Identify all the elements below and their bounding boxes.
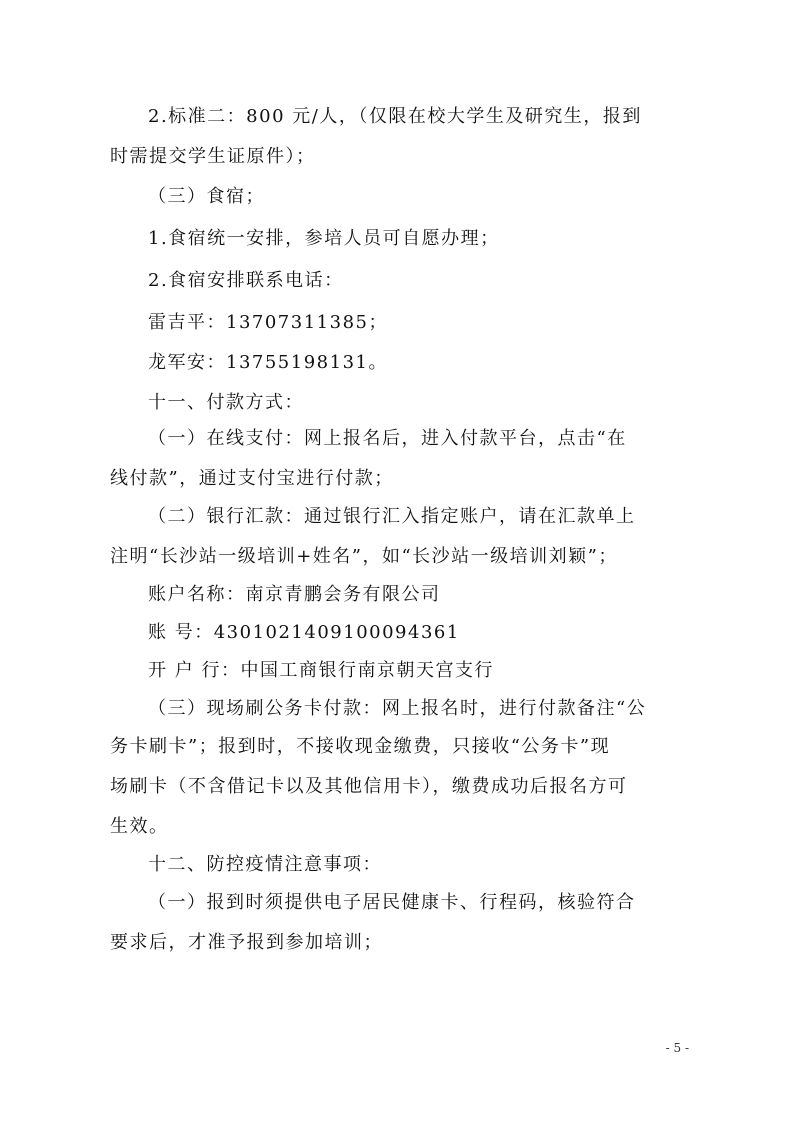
text-line: 生效。 <box>110 816 169 837</box>
contact-line: 龙军安：13755198131。 <box>148 352 388 373</box>
contact-line: 雷吉平：13707311385； <box>148 312 388 333</box>
text-line: 2.标准二：800 元/人，（仅限在校大学生及研究生，报到 <box>148 106 642 127</box>
text-line: 注明“长沙站一级培训+姓名”，如“长沙站一级培训刘颖”； <box>110 546 618 567</box>
text-line: 时需提交学生证原件）； <box>110 146 316 167</box>
text-line: （二）银行汇款：通过银行汇入指定账户，请在汇款单上 <box>148 506 636 527</box>
text-line: （一）在线支付：网上报名后，进入付款平台，点击“在 <box>148 428 627 449</box>
text-line: 要求后，才准予报到参加培训； <box>110 932 383 953</box>
text-line: 2.食宿安排联系电话： <box>148 270 344 291</box>
text-line: 1.食宿统一安排，参培人员可自愿办理； <box>148 228 500 249</box>
text-line: （三）现场刷公务卡付款：网上报名时，进行付款备注“公 <box>148 698 647 719</box>
text-line: 场刷卡（不含借记卡以及其他信用卡），缴费成功后报名方可 <box>110 776 628 797</box>
section-heading: 十一、付款方式： <box>148 392 304 413</box>
text-line: 线付款”，通过支付宝进行付款； <box>110 468 394 489</box>
section-heading: （三）食宿； <box>148 186 265 207</box>
text-line: 务卡刷卡”；报到时，不接收现金缴费，只接收“公务卡”现 <box>110 736 611 757</box>
page-number: - 5 - <box>665 1041 689 1055</box>
bank-line: 开 户 行：中国工商银行南京朝天宫支行 <box>148 660 494 681</box>
account-name-line: 账户名称：南京青鹏会务有限公司 <box>148 584 441 605</box>
section-heading: 十二、防控疫情注意事项： <box>148 854 382 875</box>
text-line: （一）报到时须提供电子居民健康卡、行程码，核验符合 <box>148 892 636 913</box>
account-number-line: 账 号：4301021409100094361 <box>148 622 460 643</box>
